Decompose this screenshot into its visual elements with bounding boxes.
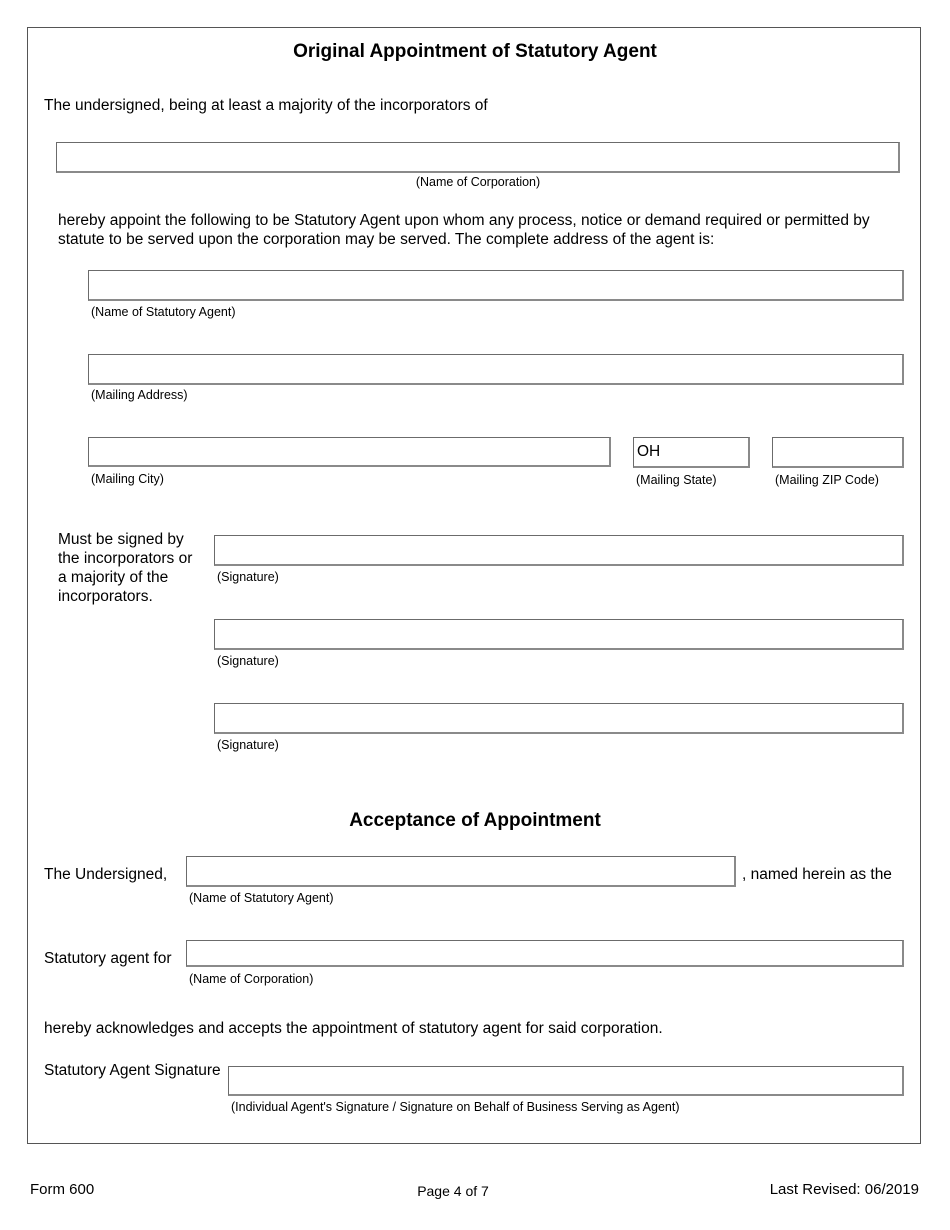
- undersigned-label: The Undersigned,: [44, 866, 168, 883]
- acceptance-corporation-name-field[interactable]: [186, 940, 904, 967]
- appoint-text-line2: statute to be served upon the corporation may be served. The complete address of the agent is:: [58, 231, 715, 248]
- sign-note-line4: incorporators.: [58, 588, 153, 605]
- footer-last-revised: Last Revised: 06/2019: [769, 1181, 919, 1198]
- signature-label-3: (Signature): [217, 738, 279, 752]
- mailing-state-field[interactable]: [633, 437, 750, 468]
- mailing-zip-field[interactable]: [772, 437, 904, 468]
- mailing-state-value: OH: [637, 443, 661, 460]
- footer-form-number: Form 600: [30, 1181, 95, 1198]
- agent-name-label: (Name of Statutory Agent): [91, 305, 236, 319]
- agent-signature-field[interactable]: [228, 1066, 904, 1096]
- agent-for-label: Statutory agent for: [44, 950, 172, 967]
- mailing-state-label: (Mailing State): [636, 473, 717, 487]
- signature-field-2[interactable]: [214, 619, 904, 650]
- signature-label-2: (Signature): [217, 654, 279, 668]
- acceptance-corporation-name-label: (Name of Corporation): [189, 972, 314, 986]
- agent-name-field[interactable]: [88, 270, 904, 301]
- mailing-address-label: (Mailing Address): [91, 388, 188, 402]
- agent-signature-sublabel: (Individual Agent's Signature / Signature on Behalf of Business Serving as Agent): [231, 1100, 680, 1114]
- section-title-acceptance: Acceptance of Appointment: [349, 810, 601, 831]
- mailing-address-field[interactable]: [88, 354, 904, 385]
- sign-note-line1: Must be signed by: [58, 531, 184, 548]
- agent-signature-label: Statutory Agent Signature: [44, 1062, 221, 1079]
- mailing-city-field[interactable]: [88, 437, 611, 467]
- acknowledge-text: hereby acknowledges and accepts the appointment of statutory agent for said corporation.: [44, 1020, 663, 1037]
- sign-note-line2: the incorporators or: [58, 550, 193, 567]
- acceptance-agent-name-field[interactable]: [186, 856, 736, 887]
- named-herein-text: , named herein as the: [742, 866, 892, 883]
- mailing-city-label: (Mailing City): [91, 472, 164, 486]
- intro-text: The undersigned, being at least a majority of the incorporators of: [44, 97, 488, 114]
- footer-page-number: Page 4 of 7: [417, 1183, 489, 1199]
- signature-field-3[interactable]: [214, 703, 904, 734]
- appoint-text-line1: hereby appoint the following to be Statutory Agent upon whom any process, notice or demand required or permitted by: [58, 212, 870, 229]
- section-title-appointment: Original Appointment of Statutory Agent: [293, 41, 657, 62]
- signature-label-1: (Signature): [217, 570, 279, 584]
- corporation-name-field[interactable]: [56, 142, 900, 173]
- mailing-zip-label: (Mailing ZIP Code): [775, 473, 879, 487]
- corporation-name-label: (Name of Corporation): [415, 175, 541, 189]
- sign-note-line3: a majority of the: [58, 569, 169, 586]
- acceptance-agent-name-label: (Name of Statutory Agent): [189, 891, 334, 905]
- signature-field-1[interactable]: [214, 535, 904, 566]
